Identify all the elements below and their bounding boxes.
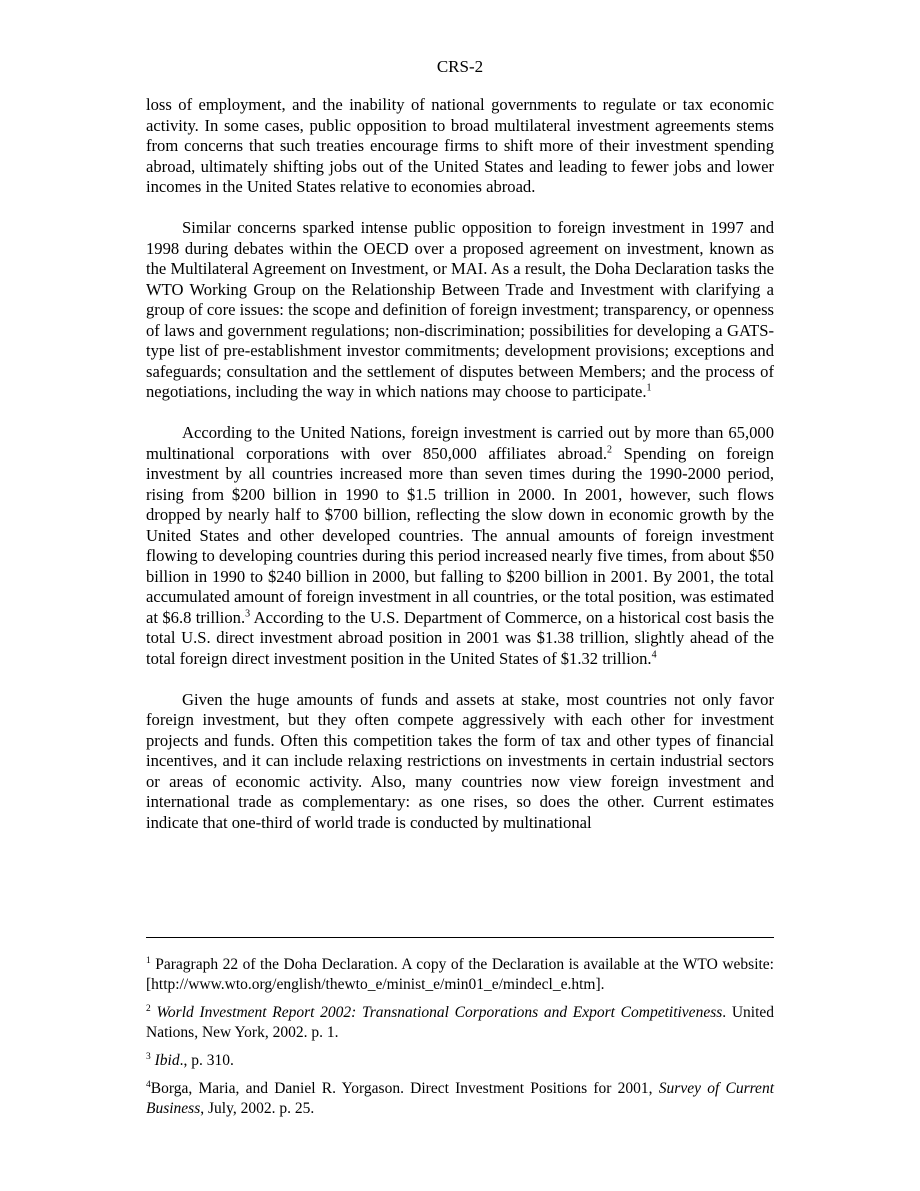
paragraph-2-text: Similar concerns sparked intense public opposition to foreign investment in 1997 and 1998 during debates within the OECD over a proposed agreement on investment, known as the Multilateral Agreement on Investment, or MAI. As a result, the Doha Declaration tasks the WTO Working Group on the Relationship Between Trade and Investment with clarifying a group of core issues: the scope and definition of foreign investment; transparency, or openness of laws and government regulations; non-discrimination; possibilities for developing a GATS-type list of pre-establishment investor commitments; development provisions; exceptions and safeguards; consultation and the settlement of disputes between Members; and the process of negotiations, including the way in which nations may choose to participate.: [146, 218, 774, 401]
footnotes: [146, 955, 774, 1127]
footnote-ref-1: 1: [646, 382, 652, 394]
footnote-3-rest: ., p. 310.: [179, 1052, 234, 1069]
footnote-2-mark: 2: [146, 1003, 151, 1014]
footnote-4-mark: 4: [146, 1079, 151, 1090]
paragraph-3-text-a: According to the United Nations, foreign investment is carried out by more than 65,000 multinational corporations with over 850,000 affiliates abroad.: [146, 423, 774, 463]
footnote-ref-3: 3: [245, 607, 251, 619]
footnote-2-rest: . United Nations, New York, 2002. p. 1.: [146, 1004, 775, 1041]
body-text: [146, 95, 774, 854]
footnote-4-journal: Survey of Current Business: [146, 1080, 774, 1117]
footnote-1-text: Paragraph 22 of the Doha Declaration. A copy of the Declaration is available at the WTO website: [http://www.wto.org/english/thewto_e/minist_e/min01_e/mindecl_e.htm].: [146, 956, 774, 993]
footnote-ref-2: 2: [607, 443, 612, 455]
footnote-3-ibid: Ibid: [154, 1052, 180, 1069]
paragraph-3: [146, 423, 774, 669]
footnote-1-mark: 1: [146, 955, 151, 966]
footnote-divider: [146, 937, 774, 938]
footnote-4-text: Borga, Maria, and Daniel R. Yorgason. Direct Investment Positions for 2001,: [150, 1080, 659, 1097]
paragraph-1: loss of employment, and the inability of national governments to regulate or tax economic activity. In some cases, public opposition to broad multilateral investment agreements stems from concerns that such treaties encourage firms to shift more of their investment spending abroad, ultimately shifting jobs out of the United States and leading to fewer jobs and lower incomes in the United States relative to economies abroad.: [146, 95, 774, 196]
footnote-3: [146, 1051, 774, 1071]
paragraph-4: Given the huge amounts of funds and assets at stake, most countries not only favor foreign investment, but they often compete aggressively with each other for investment projects and funds. Often this competition takes the form of tax and other types of financial incentives, and it can include relaxing restrictions on investments in certain industrial sectors or areas of economic activity. Also, many countries now view foreign investment and international trade as complementary: as one rises, so does the other. Current estimates indicate that one-third of world trade is conducted by multinational: [146, 689, 774, 832]
footnote-ref-4: 4: [651, 648, 657, 660]
paragraph-3-text-c: According to the U.S. Department of Commerce, on a historical cost basis the total U.S. direct investment abroad position in 2001 was $1.38 trillion, slightly ahead of the total foreign direct investment position in the United States of $1.32 trillion.: [146, 607, 775, 668]
footnote-4: [146, 1079, 774, 1119]
page-number-header: CRS-2: [436, 57, 484, 76]
footnote-2-title: World Investment Report 2002: Transnational Corporations and Export Competitiveness: [156, 1004, 723, 1021]
paragraph-3-text-b: Spending on foreign investment by all countries increased more than seven times during the 1990-2000 period, rising from $200 billion in 1990 to $1.5 trillion in 2000. In 2001, however, such flows dropped by nearly half to $700 billion, reflecting the slow down in economic growth by the United States and other developed countries. The annual amounts of foreign investment flowing to developing countries during this period increased nearly five times, from about $50 billion in 1990 to $240 billion in 2000, but falling to $200 billion in 2001. By 2001, the total accumulated amount of foreign investment in all countries, or the total position, was estimated at $6.8 trillion.: [146, 443, 774, 627]
paragraph-2: [146, 218, 774, 403]
footnote-4-rest: , July, 2002. p. 25.: [200, 1100, 315, 1117]
footnote-3-mark: 3: [146, 1051, 151, 1062]
footnote-2: [146, 1003, 774, 1043]
footnote-1: [146, 955, 774, 995]
